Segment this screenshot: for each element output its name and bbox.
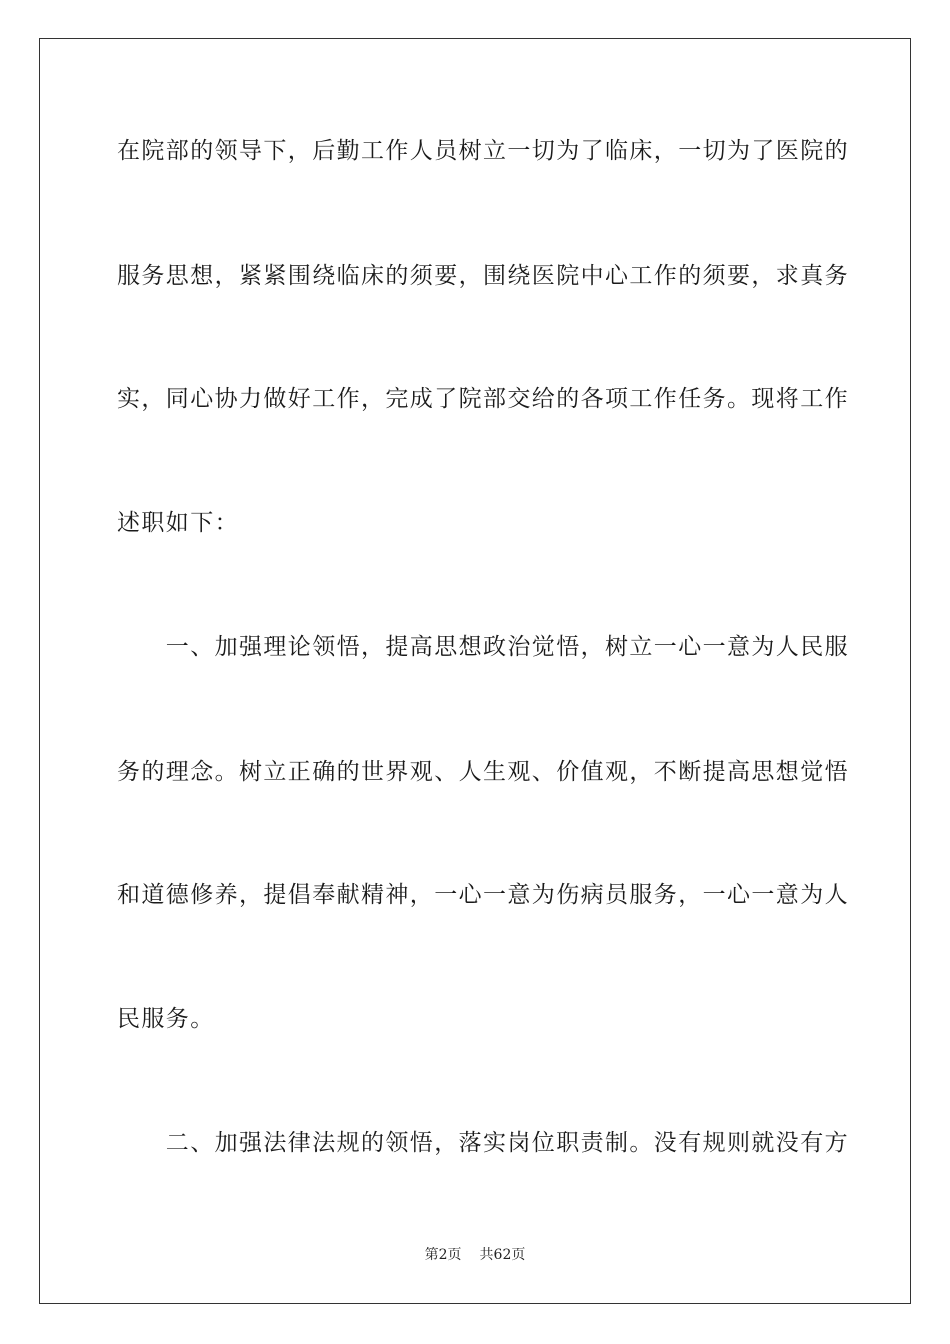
body-text-line: 述职如下： xyxy=(117,510,239,536)
page-border xyxy=(39,38,911,1304)
total-pages: 共62页 xyxy=(479,1247,526,1263)
body-text-line: 和道德修养，提倡奉献精神，一心一意为伤病员服务，一心一意为人 xyxy=(117,882,849,908)
body-text-line: 服务思想，紧紧围绕临床的须要，围绕医院中心工作的须要，求真务 xyxy=(117,263,849,289)
page-number: 第2页 xyxy=(424,1247,462,1263)
body-text-line: 民服务。 xyxy=(117,1006,215,1032)
body-text-line: 一、加强理论领悟，提高思想政治觉悟，树立一心一意为人民服 xyxy=(117,634,849,660)
body-text-line: 务的理念。树立正确的世界观、人生观、价值观，不断提高思想觉悟 xyxy=(117,759,849,785)
body-text-line: 实，同心协力做好工作，完成了院部交给的各项工作任务。现将工作 xyxy=(117,386,849,412)
body-text-line: 二、加强法律法规的领悟，落实岗位职责制。没有规则就没有方 xyxy=(117,1130,849,1156)
page-footer xyxy=(0,1246,950,1264)
body-text-line: 在院部的领导下，后勤工作人员树立一切为了临床，一切为了医院的 xyxy=(117,138,849,164)
